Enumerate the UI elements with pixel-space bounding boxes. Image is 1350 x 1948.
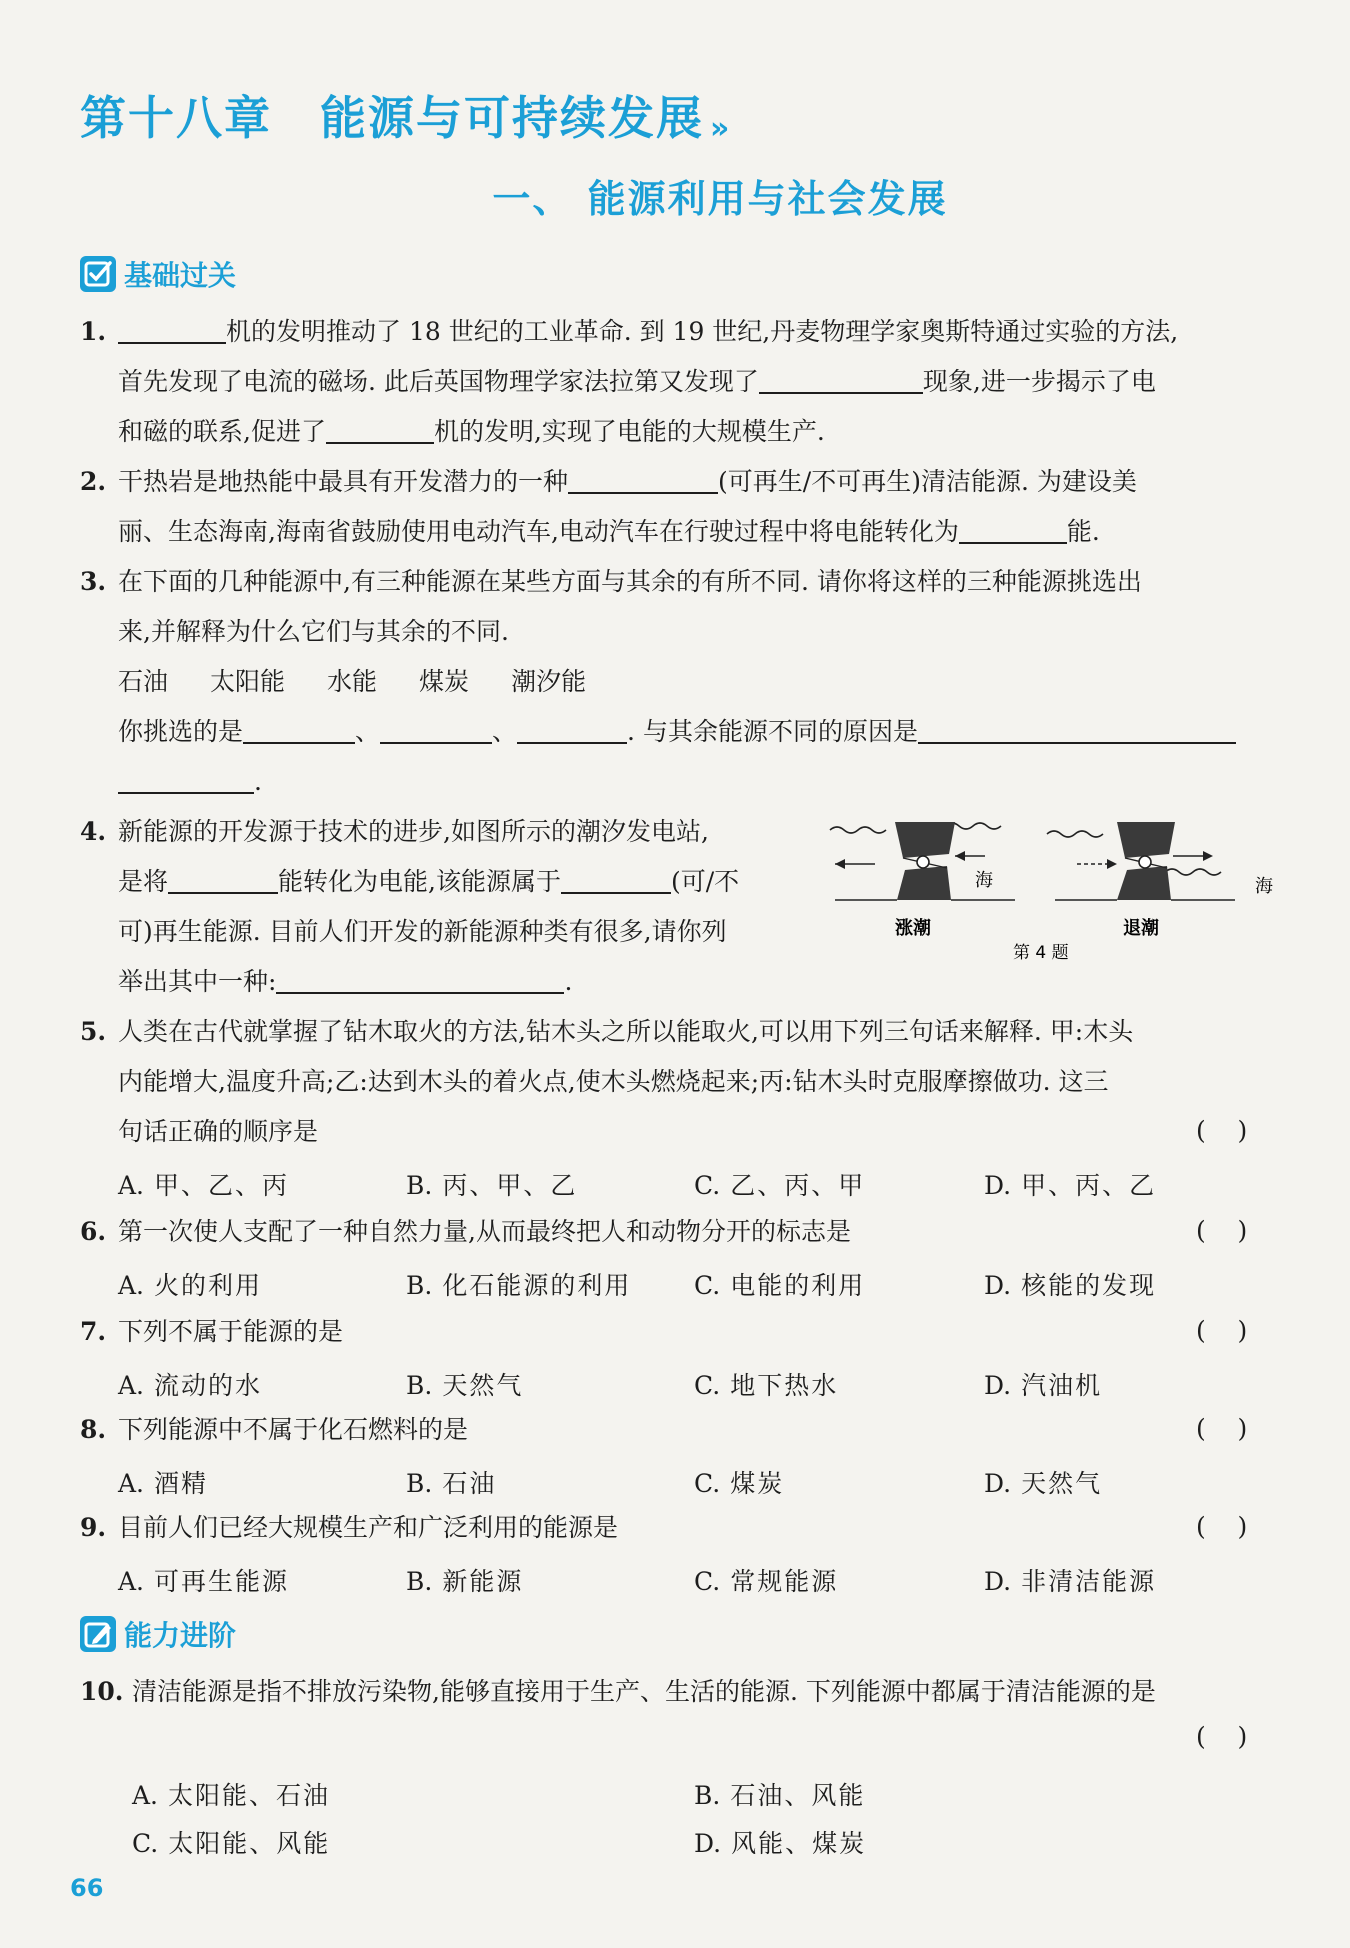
q10-line-1: 清洁能源是指不排放污染物,能够直接用于生产、生活的能源. 下列能源中都属于清洁能源的是 xyxy=(132,1677,1156,1706)
q4-text: (可/不 xyxy=(670,867,740,896)
q1-line-3 xyxy=(118,416,825,448)
answer-blank[interactable] xyxy=(759,368,923,394)
option-text: 天然气 xyxy=(442,1371,524,1400)
question-number: 6. xyxy=(80,1217,107,1246)
answer-blank[interactable] xyxy=(561,868,671,894)
option-letter: C. xyxy=(694,1271,721,1300)
q5-line-2: 内能增大,温度升高;乙:达到木头的着火点,使木头燃烧起来;丙:钻木头时克服摩擦做功. 这三 xyxy=(118,1067,1109,1096)
option-text: 非清洁能源 xyxy=(1021,1567,1157,1596)
option-letter: A. xyxy=(118,1567,145,1596)
q1-text: 现象,进一步揭示了电 xyxy=(922,367,1156,396)
low-tide-diagram xyxy=(1047,822,1273,939)
option-letter: B. xyxy=(406,1171,433,1200)
q8-line-1: 下列能源中不属于化石燃料的是 xyxy=(118,1415,469,1444)
option-letter: A. xyxy=(118,1171,145,1200)
option-a[interactable] xyxy=(118,1166,289,1202)
option-letter: D. xyxy=(984,1567,1012,1596)
turbine-icon xyxy=(917,856,929,868)
option-letter: B. xyxy=(406,1271,433,1300)
option-text: 甲、丙、乙 xyxy=(1021,1171,1157,1200)
option-d[interactable] xyxy=(984,1562,1156,1598)
chapter-number: 第十八章 xyxy=(80,91,272,145)
option-c[interactable] xyxy=(694,1464,784,1500)
option-letter: B. xyxy=(406,1371,433,1400)
option-letter: C. xyxy=(694,1171,721,1200)
q1-text: 机的发明推动了 18 世纪的工业革命. 到 19 世纪,丹麦物理学家奥斯特通过实验的方法, xyxy=(226,317,1179,346)
answer-blank[interactable] xyxy=(380,718,492,744)
q3-source-list xyxy=(118,666,586,698)
question-number: 7. xyxy=(80,1317,107,1346)
answer-blank[interactable] xyxy=(118,318,226,344)
question-number: 10. xyxy=(80,1677,124,1706)
option-letter: D. xyxy=(984,1271,1012,1300)
separator: 、 xyxy=(492,717,518,746)
option-d[interactable] xyxy=(984,1166,1156,1202)
q3-line-2: 来,并解释为什么它们与其余的不同. xyxy=(118,617,509,646)
option-text: 石油、风能 xyxy=(730,1781,866,1810)
banner-basic-label: 基础过关 xyxy=(124,259,237,292)
question-number: 1. xyxy=(80,317,107,346)
q2-text: 干热岩是地热能中最具有开发潜力的一种 xyxy=(118,467,569,496)
dam-lower xyxy=(1117,866,1171,900)
q7-line-1: 下列不属于能源的是 xyxy=(118,1317,344,1346)
section-heading xyxy=(0,168,1350,223)
option-letter: C. xyxy=(132,1829,159,1858)
question-number: 5. xyxy=(80,1017,107,1046)
option-text: 流动的水 xyxy=(154,1371,263,1400)
answer-blank[interactable] xyxy=(326,418,434,444)
page-number: 66 xyxy=(70,1874,104,1902)
option-letter: A. xyxy=(118,1371,145,1400)
turbine-icon xyxy=(1139,856,1151,868)
option-b[interactable] xyxy=(406,1166,577,1202)
chapter-title: 能源与可持续发展 xyxy=(320,91,704,145)
option-letter: C. xyxy=(694,1567,721,1596)
question-number: 4. xyxy=(80,817,107,846)
q4-line-1: 新能源的开发源于技术的进步,如图所示的潮汐发电站, xyxy=(118,817,709,846)
q4-line-4 xyxy=(118,966,572,998)
option-a[interactable] xyxy=(118,1366,262,1402)
period: . xyxy=(254,767,262,796)
option-text: 火的利用 xyxy=(154,1271,263,1300)
q2-text: 丽、生态海南,海南省鼓励使用电动汽车,电动汽车在行驶过程中将电能转化为 xyxy=(118,517,959,546)
option-a[interactable] xyxy=(118,1562,289,1598)
high-tide-diagram xyxy=(830,822,1015,939)
q2-line-1 xyxy=(118,466,1137,498)
q5-line-3: 句话正确的顺序是 xyxy=(118,1117,319,1146)
answer-bracket[interactable]: ( ) xyxy=(1196,1116,1248,1145)
option-text: 电能的利用 xyxy=(730,1271,866,1300)
option-b[interactable] xyxy=(406,1266,631,1302)
sea-label: 海 xyxy=(975,870,993,891)
q3-text: . 与其余能源不同的原因是 xyxy=(627,717,918,746)
option-b[interactable] xyxy=(406,1464,496,1500)
energy-source: 水能 xyxy=(327,667,378,696)
arrow-right-icon xyxy=(1203,851,1213,861)
q2-text: (可再生/不可再生)清洁能源. 为建设美 xyxy=(718,467,1137,496)
wave-icon xyxy=(1165,869,1221,875)
q3-line-5 xyxy=(118,766,262,798)
q4-line-2 xyxy=(118,866,739,898)
question-number: 8. xyxy=(80,1415,107,1444)
option-text: 石油 xyxy=(442,1469,497,1498)
question-number: 9. xyxy=(80,1513,107,1542)
low-tide-label: 退潮 xyxy=(1123,918,1159,939)
q6-line-1: 第一次使人支配了一种自然力量,从而最终把人和动物分开的标志是 xyxy=(118,1217,851,1246)
q3-line-4 xyxy=(118,716,1236,748)
option-letter: C. xyxy=(694,1371,721,1400)
period: . xyxy=(564,967,573,996)
arrow-right-icon xyxy=(1107,859,1117,869)
option-a[interactable] xyxy=(118,1266,262,1302)
option-d[interactable] xyxy=(984,1366,1102,1402)
checkbox-icon xyxy=(80,256,116,292)
high-tide-label: 涨潮 xyxy=(895,918,931,939)
option-text: 新能源 xyxy=(442,1567,524,1596)
option-b[interactable] xyxy=(694,1776,865,1812)
separator: 、 xyxy=(355,717,381,746)
banner-advanced-label: 能力进阶 xyxy=(124,1619,237,1652)
option-text: 风能、煤炭 xyxy=(731,1829,867,1858)
section-title: 一、 能源利用与社会发展 xyxy=(492,177,948,221)
option-a[interactable] xyxy=(118,1464,208,1500)
q1-text: 机的发明,实现了电能的大规模生产. xyxy=(433,417,825,446)
answer-blank[interactable] xyxy=(918,718,1236,744)
q1-line-2 xyxy=(118,366,1156,398)
arrow-left-icon xyxy=(835,859,845,869)
question-number: 2. xyxy=(80,467,107,496)
dam-lower xyxy=(897,866,951,900)
q1-text: 首先发现了电流的磁场. 此后英国物理学家法拉第又发现了 xyxy=(118,367,759,396)
option-letter: C. xyxy=(694,1469,721,1498)
q3-text: 你挑选的是 xyxy=(118,717,244,746)
answer-bracket[interactable]: ( ) xyxy=(1196,1512,1248,1541)
q4-text: 能转化为电能,该能源属于 xyxy=(278,867,561,896)
option-d[interactable] xyxy=(984,1266,1156,1302)
tidal-power-figure xyxy=(815,812,1285,962)
option-a[interactable] xyxy=(132,1776,330,1812)
dam-upper xyxy=(895,822,955,858)
banner-advanced xyxy=(80,1614,236,1654)
option-letter: D. xyxy=(694,1829,722,1858)
option-text: 丙、甲、乙 xyxy=(442,1171,578,1200)
option-letter: A. xyxy=(118,1271,145,1300)
dam-upper xyxy=(1117,822,1175,858)
option-letter: B. xyxy=(406,1567,433,1596)
banner-basic xyxy=(80,254,236,294)
answer-blank[interactable] xyxy=(959,518,1067,544)
energy-source: 石油 xyxy=(118,667,169,696)
chapter-heading xyxy=(80,82,725,148)
option-letter: B. xyxy=(406,1469,433,1498)
option-text: 太阳能、石油 xyxy=(168,1781,331,1810)
answer-blank[interactable] xyxy=(276,968,564,994)
option-text: 甲、乙、丙 xyxy=(154,1171,290,1200)
option-letter: A. xyxy=(132,1781,159,1810)
option-d[interactable] xyxy=(694,1824,866,1860)
option-b[interactable] xyxy=(406,1562,523,1598)
option-text: 太阳能、风能 xyxy=(168,1829,331,1858)
q1-text: 和磁的联系,促进了 xyxy=(118,417,326,446)
option-c[interactable] xyxy=(694,1166,865,1202)
option-text: 酒精 xyxy=(154,1469,209,1498)
option-letter: D. xyxy=(984,1371,1012,1400)
energy-source: 太阳能 xyxy=(210,667,286,696)
answer-bracket[interactable]: ( ) xyxy=(1196,1414,1248,1443)
option-letter: A. xyxy=(118,1469,145,1498)
answer-blank[interactable] xyxy=(243,718,355,744)
option-text: 乙、丙、甲 xyxy=(730,1171,866,1200)
q4-line-3: 可)再生能源. 目前人们开发的新能源种类有很多,请你列 xyxy=(118,917,727,946)
arrow-left-icon xyxy=(955,851,965,861)
question-number: 3. xyxy=(80,567,107,596)
option-c[interactable] xyxy=(694,1266,865,1302)
option-c[interactable] xyxy=(694,1366,838,1402)
answer-blank[interactable] xyxy=(568,468,718,494)
option-c[interactable] xyxy=(132,1824,330,1860)
wave-icon xyxy=(1047,831,1103,837)
answer-bracket[interactable]: ( ) xyxy=(1196,1316,1248,1345)
pencil-note-icon xyxy=(80,1616,116,1652)
energy-source: 煤炭 xyxy=(419,667,470,696)
option-d[interactable] xyxy=(984,1464,1102,1500)
option-letter: D. xyxy=(984,1171,1012,1200)
q9-line-1: 目前人们已经大规模生产和广泛利用的能源是 xyxy=(118,1513,619,1542)
q5-line-1: 人类在古代就掌握了钻木取火的方法,钻木头之所以能取火,可以用下列三句话来解释. 甲:木头 xyxy=(118,1017,1134,1046)
option-text: 煤炭 xyxy=(730,1469,785,1498)
q2-text: 能. xyxy=(1066,517,1100,546)
answer-blank[interactable] xyxy=(517,718,627,744)
answer-blank[interactable] xyxy=(168,868,278,894)
option-text: 天然气 xyxy=(1021,1469,1103,1498)
figure-caption: 第 4 题 xyxy=(1013,943,1069,962)
answer-blank[interactable] xyxy=(118,768,254,794)
sea-label: 海 xyxy=(1255,876,1273,897)
double-chevron-icon: » xyxy=(710,111,726,146)
q4-text: 举出其中一种: xyxy=(118,967,277,996)
q2-line-2 xyxy=(118,516,1100,548)
option-letter: B. xyxy=(694,1781,721,1810)
option-text: 核能的发现 xyxy=(1021,1271,1157,1300)
option-c[interactable] xyxy=(694,1562,838,1598)
energy-source: 潮汐能 xyxy=(511,667,587,696)
option-letter: D. xyxy=(984,1469,1012,1498)
option-text: 化石能源的利用 xyxy=(442,1271,632,1300)
q1-line-1 xyxy=(118,316,1178,348)
q3-line-1: 在下面的几种能源中,有三种能源在某些方面与其余的有所不同. 请你将这样的三种能源挑选出 xyxy=(118,567,1142,596)
wave-icon xyxy=(830,827,886,833)
answer-bracket[interactable]: ( ) xyxy=(1196,1216,1248,1245)
option-text: 可再生能源 xyxy=(154,1567,290,1596)
option-b[interactable] xyxy=(406,1366,523,1402)
option-text: 常规能源 xyxy=(730,1567,839,1596)
q4-text: 是将 xyxy=(118,867,169,896)
answer-bracket[interactable]: ( ) xyxy=(1196,1722,1248,1751)
option-text: 地下热水 xyxy=(730,1371,839,1400)
option-text: 汽油机 xyxy=(1021,1371,1103,1400)
